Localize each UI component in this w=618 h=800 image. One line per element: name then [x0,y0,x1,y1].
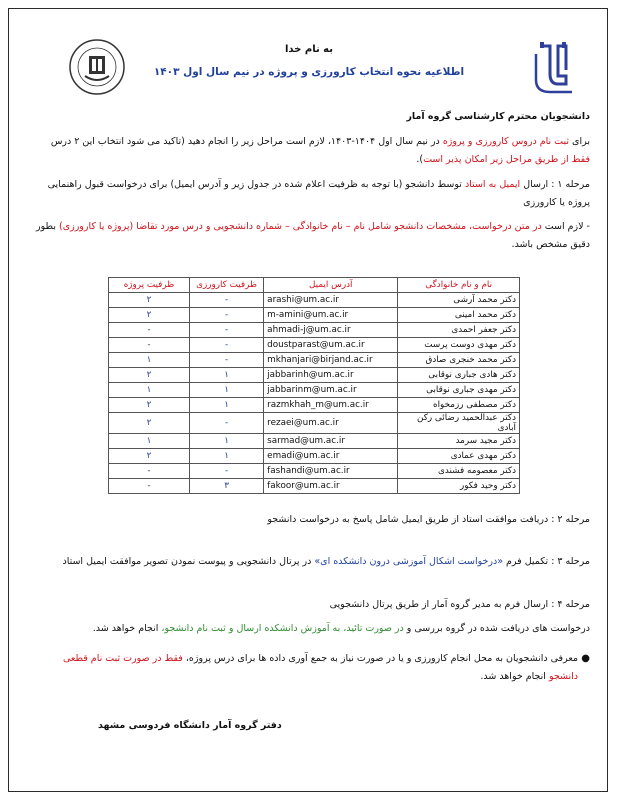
row-name: دکتر جعفر احمدی [398,323,520,338]
row-email: emadi@um.ac.ir [264,449,398,464]
row-project-capacity: ۲ [109,308,190,323]
row-email: arashi@um.ac.ir [264,293,398,308]
header-name: نام و نام خانوادگی [398,278,520,293]
row-internship-capacity: - [189,338,263,353]
step-1-note: - لازم است در متن درخواست، مشخصات دانشجو شامل نام – نام خانوادگی – شماره دانشجویی و درس مورد تقاضا (پروژه یا کارورزی) بطور دقیق مشخص باشد. [36,221,590,250]
row-email: fakoor@um.ac.ir [264,479,398,494]
table-row [109,434,520,449]
row-internship-capacity: - [189,308,263,323]
bullet-icon: ● [581,653,590,664]
row-internship-capacity: - [189,464,263,479]
row-name: دکتر هادی جباری نوقابی [398,368,520,383]
table-row [109,338,520,353]
row-name: دکتر مهدی جباری نوقابی [398,383,520,398]
table-row [109,293,520,308]
row-internship-capacity: - [189,413,263,434]
row-name: دکتر معصومه فشندی [398,464,520,479]
row-project-capacity: ۲ [109,293,190,308]
row-internship-capacity: - [189,353,263,368]
step-3: مرحله ۳ : تکمیل فرم «درخواست اشکال آموزشی درون دانشکده ای» در پرتال دانشجویی و پیوست نمودن تصویر موافقت ایمیل استاد [62,556,590,567]
header-email: آدرس ایمیل [264,278,398,293]
row-project-capacity: - [109,323,190,338]
supervisor-table [108,277,520,494]
table-row [109,368,520,383]
table-row [109,398,520,413]
row-email: mkhanjari@birjand.ac.ir [264,353,398,368]
page-title: اطلاعیه نحوه انتخاب کارورزی و پروژه در نیم سال اول ۱۴۰۳ [153,66,465,78]
table-row [109,479,520,494]
row-internship-capacity: ۱ [189,398,263,413]
row-name: دکتر مهدی عمادی [398,449,520,464]
row-project-capacity: ۱ [109,383,190,398]
row-project-capacity: ۲ [109,449,190,464]
table-row [109,383,520,398]
step-4: مرحله ۴ : ارسال فرم به مدیر گروه آمار از طریق پرتال دانشجویی [329,599,590,610]
row-email: jabbarinm@um.ac.ir [264,383,398,398]
row-email: ahmadi-j@um.ac.ir [264,323,398,338]
row-project-capacity: ۲ [109,398,190,413]
step-1: مرحله ۱ : ارسال ایمیل به استاد توسط دانشجو (با توجه به ظرفیت اعلام شده در جدول زیر و آدرس ایمیل) برای درخواست قبول راهنمایی پروژه یا کارورزی [47,179,590,208]
intro-paragraph: برای ثبت نام دروس کارورزی و پروژه در نیم سال اول ۱۴۰۴-۱۴۰۳، لازم است مراحل زیر را انجام دهید (تاکید می شود انتخاب این ۲ درس فقط از طریق مراحل زیر امکان پذیر است). [50,136,590,165]
bismillah: به نام خدا [284,44,334,55]
header-project-capacity: ظرفیت پروژه [109,278,190,293]
table-row [109,413,520,434]
row-email: fashandi@um.ac.ir [264,464,398,479]
row-project-capacity: - [109,338,190,353]
row-name: دکتر محمد آرشی [398,293,520,308]
row-internship-capacity: ۱ [189,434,263,449]
row-name: دکتر مهدی دوست پرست [398,338,520,353]
table-row [109,353,520,368]
row-internship-capacity: ۱ [189,449,263,464]
row-name: دکتر وحید فکور [398,479,520,494]
row-internship-capacity: - [189,293,263,308]
row-name: دکتر عبدالحمید رضائی رکن آبادی [398,413,520,434]
row-email: jabbarinh@um.ac.ir [264,368,398,383]
row-project-capacity: ۱ [109,353,190,368]
signature: دفتر گروه آمار دانشگاه فردوسی مشهد [98,720,282,731]
row-internship-capacity: ۱ [189,368,263,383]
bullet-note: ● معرفی دانشجویان به محل انجام کارورزی و یا در صورت نیاز به جمع آوری داده ها برای درس پروژه، فقط در صورت ثبت نام قطعی دانشجو انجام خواهد شد. [48,650,578,686]
table-header-row [109,278,520,293]
row-name: دکتر مصطفی رزمخواه [398,398,520,413]
table-row [109,323,520,338]
row-project-capacity: ۲ [109,413,190,434]
row-internship-capacity: ۱ [189,383,263,398]
row-name: دکتر مجید سرمد [398,434,520,449]
row-project-capacity: - [109,464,190,479]
row-email: rezaei@um.ac.ir [264,413,398,434]
row-internship-capacity: ۳ [189,479,263,494]
row-email: doustparast@um.ac.ir [264,338,398,353]
row-internship-capacity: - [189,323,263,338]
row-project-capacity: ۲ [109,368,190,383]
table-row [109,308,520,323]
row-project-capacity: - [109,479,190,494]
step-2: مرحله ۲ : دریافت موافقت استاد از طریق ایمیل شامل پاسخ به درخواست دانشجو [267,514,590,525]
row-email: razmkhah_m@um.ac.ir [264,398,398,413]
greeting: دانشجویان محترم کارشناسی گروه آمار [406,111,590,122]
table-row [109,464,520,479]
row-name: دکتر محمد خنجری صادق [398,353,520,368]
row-email: m-amini@um.ac.ir [264,308,398,323]
row-email: sarmad@um.ac.ir [264,434,398,449]
review-note: درخواست های دریافت شده در گروه بررسی و در صورت تائید، به آموزش دانشکده ارسال و ثبت نام دانشجو، انجام خواهد شد. [92,623,590,634]
row-name: دکتر محمد امینی [398,308,520,323]
table-row [109,449,520,464]
row-project-capacity: ۱ [109,434,190,449]
header-internship-capacity: ظرفیت کارورزی [189,278,263,293]
